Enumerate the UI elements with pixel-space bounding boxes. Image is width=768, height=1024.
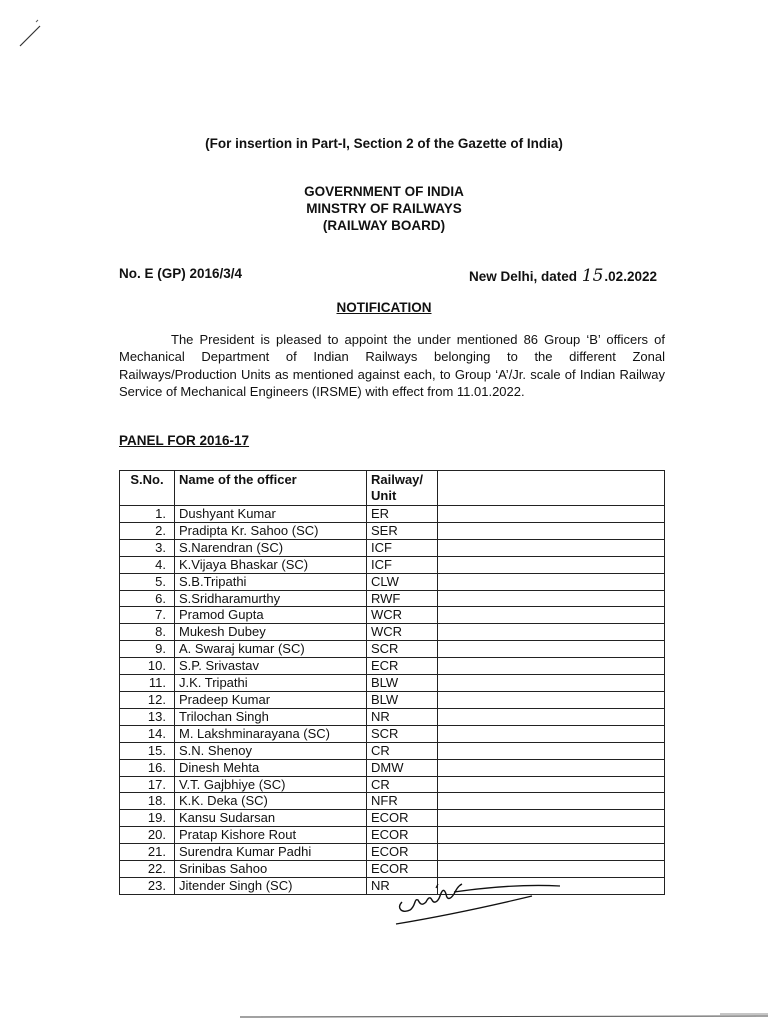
- cell-sno: 19.: [120, 810, 175, 827]
- table-row: [120, 793, 665, 810]
- cell-sno: 17.: [120, 776, 175, 793]
- cell-railway-unit: ICF: [367, 556, 438, 573]
- table-row: [120, 522, 665, 539]
- date-day-handwritten: 15: [581, 266, 604, 286]
- notification-title: NOTIFICATION: [336, 300, 432, 315]
- cell-railway-unit: SCR: [367, 725, 438, 742]
- issuing-authority-heading: [0, 183, 768, 234]
- table-row: [120, 641, 665, 658]
- cell-railway-unit: NFR: [367, 793, 438, 810]
- cell-blank: [438, 759, 665, 776]
- cell-officer-name: Dushyant Kumar: [175, 506, 367, 523]
- cell-railway-unit: CR: [367, 742, 438, 759]
- cell-blank: [438, 573, 665, 590]
- cell-railway-unit: ECOR: [367, 810, 438, 827]
- cell-sno: 14.: [120, 725, 175, 742]
- cell-railway-unit: CR: [367, 776, 438, 793]
- table-header-row: [120, 471, 665, 506]
- table-row: [120, 506, 665, 523]
- cell-sno: 12.: [120, 691, 175, 708]
- cell-sno: 13.: [120, 708, 175, 725]
- officers-table: [119, 470, 665, 895]
- cell-officer-name: V.T. Gajbhiye (SC): [175, 776, 367, 793]
- cell-blank: [438, 742, 665, 759]
- pen-stroke-icon: [16, 18, 46, 50]
- cell-sno: 16.: [120, 759, 175, 776]
- cell-blank: [438, 776, 665, 793]
- cell-blank: [438, 607, 665, 624]
- table-row: [120, 827, 665, 844]
- table-row: [120, 759, 665, 776]
- cell-officer-name: Pratap Kishore Rout: [175, 827, 367, 844]
- cell-officer-name: K.Vijaya Bhaskar (SC): [175, 556, 367, 573]
- heading-line-government: GOVERNMENT OF INDIA: [304, 184, 464, 199]
- cell-railway-unit: DMW: [367, 759, 438, 776]
- cell-officer-name: Surendra Kumar Padhi: [175, 844, 367, 861]
- cell-railway-unit: ECR: [367, 658, 438, 675]
- cell-officer-name: Mukesh Dubey: [175, 624, 367, 641]
- table-row: [120, 742, 665, 759]
- cell-officer-name: M. Lakshminarayana (SC): [175, 725, 367, 742]
- cell-railway-unit: ICF: [367, 539, 438, 556]
- gazette-insertion-note: (For insertion in Part-I, Section 2 of the Gazette of India): [205, 136, 563, 151]
- reference-number: No. E (GP) 2016/3/4: [119, 266, 243, 281]
- table-row: [120, 590, 665, 607]
- cell-officer-name: K.K. Deka (SC): [175, 793, 367, 810]
- cell-officer-name: S.Sridharamurthy: [175, 590, 367, 607]
- panel-heading: PANEL FOR 2016-17: [119, 433, 250, 448]
- notification-body: The President is pleased to appoint the under mentioned 86 Group ‘B’ officers of Mechanical Department of Indian Railways belonging to the different Zonal Railways/Production Units as mentioned against each, to Group ‘A’/Jr. scale of Indian Railway Service of Mechanical Engineers (IRSME) with effect from 11.01.2022.: [119, 332, 665, 399]
- cell-railway-unit: BLW: [367, 675, 438, 692]
- cell-sno: 22.: [120, 861, 175, 878]
- cell-blank: [438, 506, 665, 523]
- date-line: [469, 266, 657, 286]
- cell-officer-name: Dinesh Mehta: [175, 759, 367, 776]
- cell-blank: [438, 641, 665, 658]
- cell-officer-name: Kansu Sudarsan: [175, 810, 367, 827]
- table-row: [120, 844, 665, 861]
- cell-railway-unit: SER: [367, 522, 438, 539]
- cell-blank: [438, 539, 665, 556]
- table-row: [120, 675, 665, 692]
- cell-blank: [438, 844, 665, 861]
- header-blank: [438, 471, 665, 506]
- cell-blank: [438, 725, 665, 742]
- cell-sno: 8.: [120, 624, 175, 641]
- cell-blank: [438, 810, 665, 827]
- cell-railway-unit: RWF: [367, 590, 438, 607]
- cell-railway-unit: NR: [367, 877, 438, 894]
- cell-officer-name: S.N. Shenoy: [175, 742, 367, 759]
- date-prefix: New Delhi, dated: [469, 269, 581, 284]
- cell-officer-name: J.K. Tripathi: [175, 675, 367, 692]
- table-row: [120, 658, 665, 675]
- cell-railway-unit: ECOR: [367, 827, 438, 844]
- cell-blank: [438, 658, 665, 675]
- cell-officer-name: A. Swaraj kumar (SC): [175, 641, 367, 658]
- cell-officer-name: Pradipta Kr. Sahoo (SC): [175, 522, 367, 539]
- cell-blank: [438, 522, 665, 539]
- table-row: [120, 607, 665, 624]
- handwritten-signature-icon: [392, 874, 572, 934]
- table-row: [120, 573, 665, 590]
- cell-sno: 23.: [120, 877, 175, 894]
- cell-railway-unit: BLW: [367, 691, 438, 708]
- cell-officer-name: Srinibas Sahoo: [175, 861, 367, 878]
- header-sno: S.No.: [120, 471, 175, 506]
- cell-railway-unit: NR: [367, 708, 438, 725]
- cell-railway-unit: ECOR: [367, 844, 438, 861]
- cell-sno: 1.: [120, 506, 175, 523]
- cell-blank: [438, 827, 665, 844]
- cell-officer-name: S.P. Srivastav: [175, 658, 367, 675]
- cell-sno: 11.: [120, 675, 175, 692]
- cell-railway-unit: ER: [367, 506, 438, 523]
- cell-officer-name: Jitender Singh (SC): [175, 877, 367, 894]
- cell-sno: 10.: [120, 658, 175, 675]
- cell-sno: 2.: [120, 522, 175, 539]
- cell-officer-name: S.Narendran (SC): [175, 539, 367, 556]
- cell-officer-name: Pramod Gupta: [175, 607, 367, 624]
- table-row: [120, 691, 665, 708]
- cell-railway-unit: SCR: [367, 641, 438, 658]
- cell-railway-unit: WCR: [367, 607, 438, 624]
- cell-railway-unit: ECOR: [367, 861, 438, 878]
- table-row: [120, 725, 665, 742]
- table-row: [120, 810, 665, 827]
- cell-blank: [438, 590, 665, 607]
- bottom-scan-line: [240, 1013, 768, 1019]
- cell-sno: 7.: [120, 607, 175, 624]
- date-suffix: .02.2022: [604, 269, 657, 284]
- cell-sno: 21.: [120, 844, 175, 861]
- cell-blank: [438, 556, 665, 573]
- cell-blank: [438, 691, 665, 708]
- table-row: [120, 708, 665, 725]
- table-row: [120, 624, 665, 641]
- table-row: [120, 539, 665, 556]
- table-row: [120, 776, 665, 793]
- table-row: [120, 556, 665, 573]
- cell-blank: [438, 708, 665, 725]
- heading-line-board: (RAILWAY BOARD): [322, 218, 446, 233]
- cell-sno: 15.: [120, 742, 175, 759]
- cell-officer-name: S.B.Tripathi: [175, 573, 367, 590]
- heading-line-ministry: MINSTRY OF RAILWAYS: [306, 201, 462, 216]
- cell-railway-unit: WCR: [367, 624, 438, 641]
- cell-sno: 4.: [120, 556, 175, 573]
- cell-railway-unit: CLW: [367, 573, 438, 590]
- cell-sno: 20.: [120, 827, 175, 844]
- officer-rows: [120, 506, 665, 895]
- header-name: Name of the officer: [175, 471, 367, 506]
- header-railway: Railway/ Unit: [367, 471, 438, 506]
- cell-sno: 9.: [120, 641, 175, 658]
- cell-sno: 3.: [120, 539, 175, 556]
- cell-sno: 5.: [120, 573, 175, 590]
- cell-blank: [438, 624, 665, 641]
- cell-sno: 18.: [120, 793, 175, 810]
- cell-blank: [438, 675, 665, 692]
- cell-officer-name: Pradeep Kumar: [175, 691, 367, 708]
- cell-blank: [438, 793, 665, 810]
- cell-officer-name: Trilochan Singh: [175, 708, 367, 725]
- cell-sno: 6.: [120, 590, 175, 607]
